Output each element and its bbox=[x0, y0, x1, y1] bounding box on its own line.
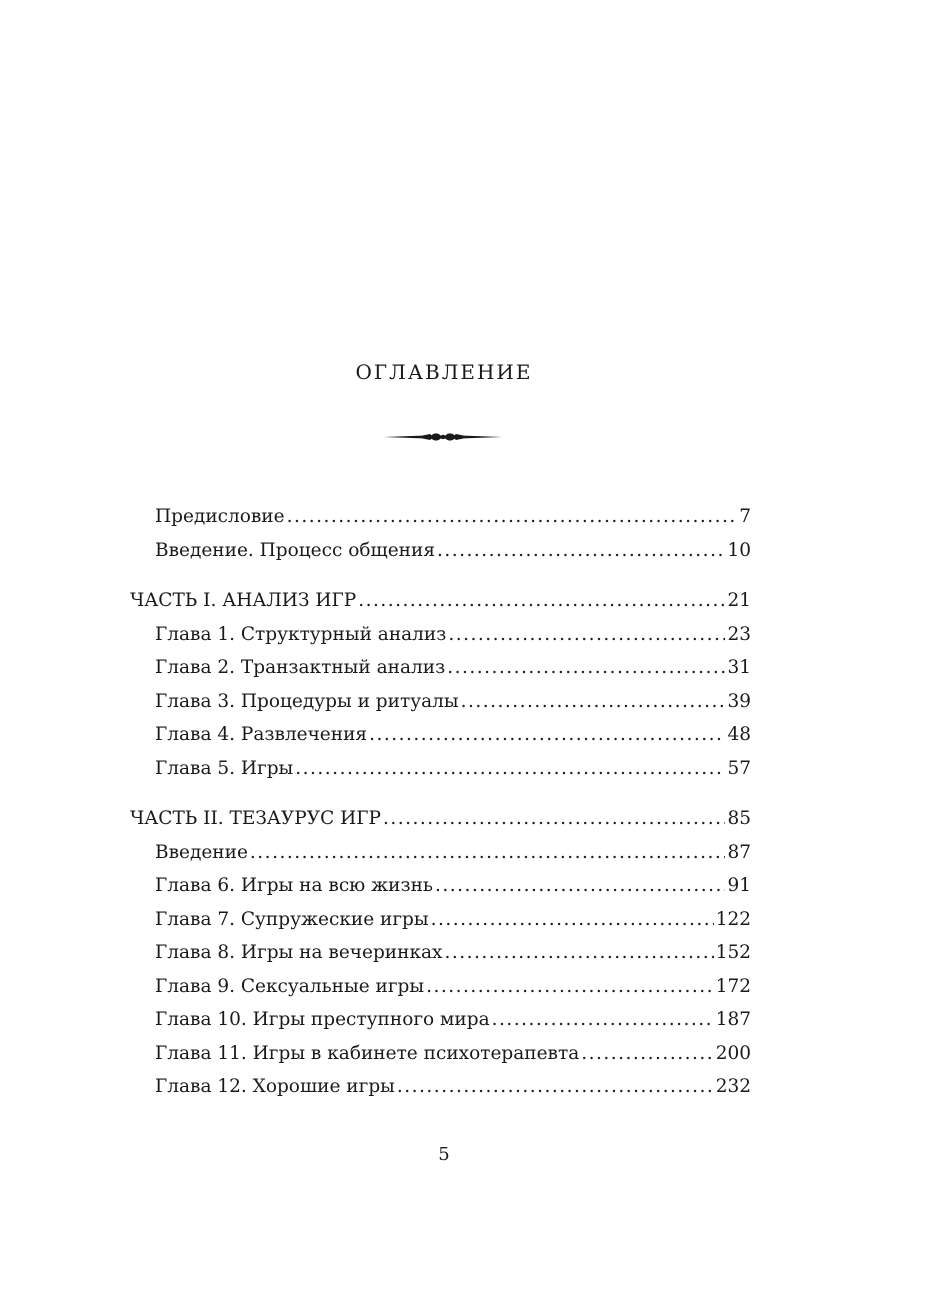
toc-part-entry bbox=[130, 802, 751, 836]
toc-entry-page: 122 bbox=[715, 908, 751, 930]
toc-entry-title: Глава 1. Структурный анализ bbox=[155, 623, 447, 645]
toc-entry bbox=[130, 903, 751, 937]
toc-entry-title: Предисловие bbox=[155, 506, 285, 527]
table-of-contents bbox=[130, 500, 751, 1104]
toc-entry bbox=[130, 1037, 751, 1071]
toc-entry-page: 200 bbox=[715, 1042, 751, 1064]
toc-entry bbox=[130, 651, 751, 685]
toc-entry bbox=[130, 1003, 751, 1037]
toc-entry-title: Глава 3. Процедуры и ритуалы bbox=[155, 690, 459, 712]
toc-entry-title: Введение. Процесс общения bbox=[155, 539, 435, 561]
toc-leader-dots bbox=[581, 1037, 713, 1071]
toc-entry-page: 7 bbox=[739, 506, 751, 527]
toc-leader-dots bbox=[295, 752, 725, 786]
toc-entry bbox=[130, 534, 751, 568]
toc-entry-title: Глава 12. Хорошие игры bbox=[155, 1076, 395, 1097]
toc-entry-title: Глава 5. Игры bbox=[155, 757, 294, 779]
toc-entry bbox=[130, 1070, 751, 1104]
toc-leader-dots bbox=[437, 534, 725, 568]
toc-entry-title: Глава 4. Развлечения bbox=[155, 724, 368, 745]
toc-leader-dots bbox=[435, 869, 725, 903]
toc-entry-page: 232 bbox=[715, 1076, 751, 1097]
toc-entry-page: 87 bbox=[727, 841, 751, 863]
toc-leader-dots bbox=[444, 936, 713, 970]
toc-entry-title: Глава 10. Игры преступного мира bbox=[155, 1009, 490, 1030]
toc-entry-title: Глава 8. Игры на вечеринках bbox=[155, 942, 443, 963]
toc-entry bbox=[130, 618, 751, 652]
toc-leader-dots bbox=[448, 618, 725, 652]
toc-entry bbox=[130, 970, 751, 1004]
page-number: 5 bbox=[438, 1144, 450, 1165]
toc-leader-dots bbox=[447, 651, 725, 685]
toc-entry-page: 152 bbox=[715, 942, 751, 963]
toc-entry bbox=[130, 936, 751, 970]
toc-leader-dots bbox=[383, 802, 725, 836]
toc-entry-title: Глава 6. Игры на всю жизнь bbox=[155, 875, 434, 896]
toc-entry bbox=[130, 685, 751, 719]
toc-leader-dots bbox=[461, 685, 726, 719]
toc-entry bbox=[130, 752, 751, 786]
toc-entry bbox=[130, 718, 751, 752]
decorative-flourish-icon bbox=[384, 428, 502, 446]
toc-leader-dots bbox=[397, 1070, 714, 1104]
toc-entry-title: Введение bbox=[155, 841, 248, 863]
toc-entry-title: ЧАСТЬ II. ТЕЗАУРУС ИГР bbox=[130, 808, 381, 829]
toc-entry-page: 31 bbox=[727, 657, 751, 678]
toc-leader-dots bbox=[492, 1003, 714, 1037]
toc-entry-title: ЧАСТЬ I. АНАЛИЗ ИГР bbox=[130, 590, 357, 611]
toc-entry-page: 23 bbox=[727, 623, 751, 645]
toc-entry-title: Глава 2. Транзактный анализ bbox=[155, 657, 446, 678]
toc-part-entry bbox=[130, 584, 751, 618]
toc-entry-page: 187 bbox=[715, 1009, 751, 1030]
toc-entry-page: 21 bbox=[727, 590, 751, 611]
toc-leader-dots bbox=[250, 836, 726, 870]
toc-entry-page: 57 bbox=[727, 757, 751, 779]
toc-entry-page: 172 bbox=[715, 975, 751, 997]
toc-leader-dots bbox=[287, 500, 738, 534]
toc-entry bbox=[130, 869, 751, 903]
toc-entry bbox=[130, 500, 751, 534]
toc-leader-dots bbox=[369, 718, 725, 752]
toc-entry-title: Глава 11. Игры в кабинете психотерапевта bbox=[155, 1042, 580, 1064]
toc-leader-dots bbox=[431, 903, 714, 937]
toc-entry-page: 39 bbox=[727, 690, 751, 712]
toc-entry-page: 85 bbox=[727, 808, 751, 829]
toc-entry-title: Глава 9. Сексуальные игры bbox=[155, 975, 425, 997]
toc-entry-page: 10 bbox=[727, 539, 751, 561]
toc-leader-dots bbox=[426, 970, 714, 1004]
page-title: ОГЛАВЛЕНИЕ bbox=[355, 360, 533, 384]
toc-entry-page: 48 bbox=[727, 724, 751, 745]
toc-entry-page: 91 bbox=[727, 875, 751, 896]
toc-entry-title: Глава 7. Супружеские игры bbox=[155, 908, 429, 930]
toc-entry bbox=[130, 836, 751, 870]
toc-leader-dots bbox=[358, 584, 725, 618]
